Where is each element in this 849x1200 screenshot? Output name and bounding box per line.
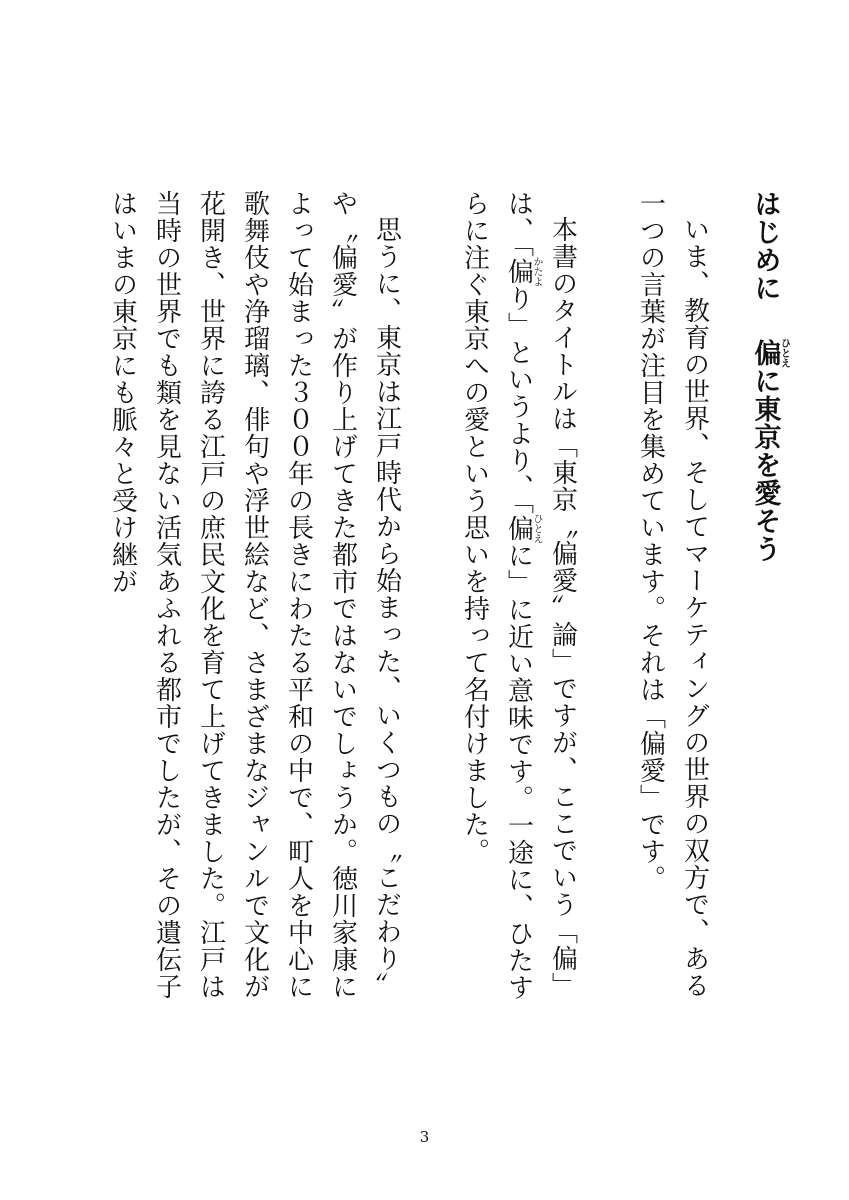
vertical-text-block: [101, 190, 790, 1020]
title-ruby: [749, 338, 790, 368]
paragraph-2-part-b: り」というより、「: [503, 285, 534, 515]
paragraph-3: 思うに、東京は江戸時代から始まった、いくつもの〝こだわり〟や〝偏愛〟が作り上げてきた都市ではないでしょうか。徳川家康によって始まった３００年の長きにわたる平和の中で、町人を中心に歌舞伎や浄瑠璃、俳句や浮世絵など、さまざまなジャンルで文化が花開き、世界に誇る江戸の庶民文化を育て上げてきました。江戸は当時の世界でも類を見ない活気あふれる都市でしたが、その遺伝子はいまの東京にも脈々と受け継が: [107, 190, 402, 1000]
paragraph-1: いま、教育の世界、そしてマーケティングの世界の双方で、ある一つの言葉が注目を集めています。それは「偏愛」です。: [635, 190, 710, 999]
page-number: 3: [419, 1128, 430, 1146]
paragraph-2: [453, 190, 585, 1020]
paragraph-2-ruby-2-reading: ひとえ: [531, 513, 542, 544]
title-ruby-base: 偏: [749, 338, 781, 368]
paragraph-2-part-a: 本書のタイトルは「東京〝偏愛〟論」ですが、ここでいう「偏」は、「: [503, 190, 578, 999]
paragraph-2-ruby-1-base: 偏: [503, 256, 534, 287]
paragraph-2-part-c: に」に近い意味です。一途に、ひたすらに注ぐ東京への愛という思いを持って名付けました。: [459, 190, 534, 1001]
paragraph-2-ruby-2: [503, 513, 542, 544]
chapter-title: [743, 190, 790, 1020]
title-prefix: はじめに: [749, 190, 781, 302]
title-ruby-reading: ひとえ: [778, 338, 790, 368]
paragraph-2-ruby-2-base: 偏: [503, 513, 534, 544]
paragraph-2-ruby-1-reading: かたよ: [531, 256, 542, 287]
paragraph-2-ruby-1: [503, 256, 542, 287]
title-main-after: に東京を愛そう: [749, 367, 781, 563]
